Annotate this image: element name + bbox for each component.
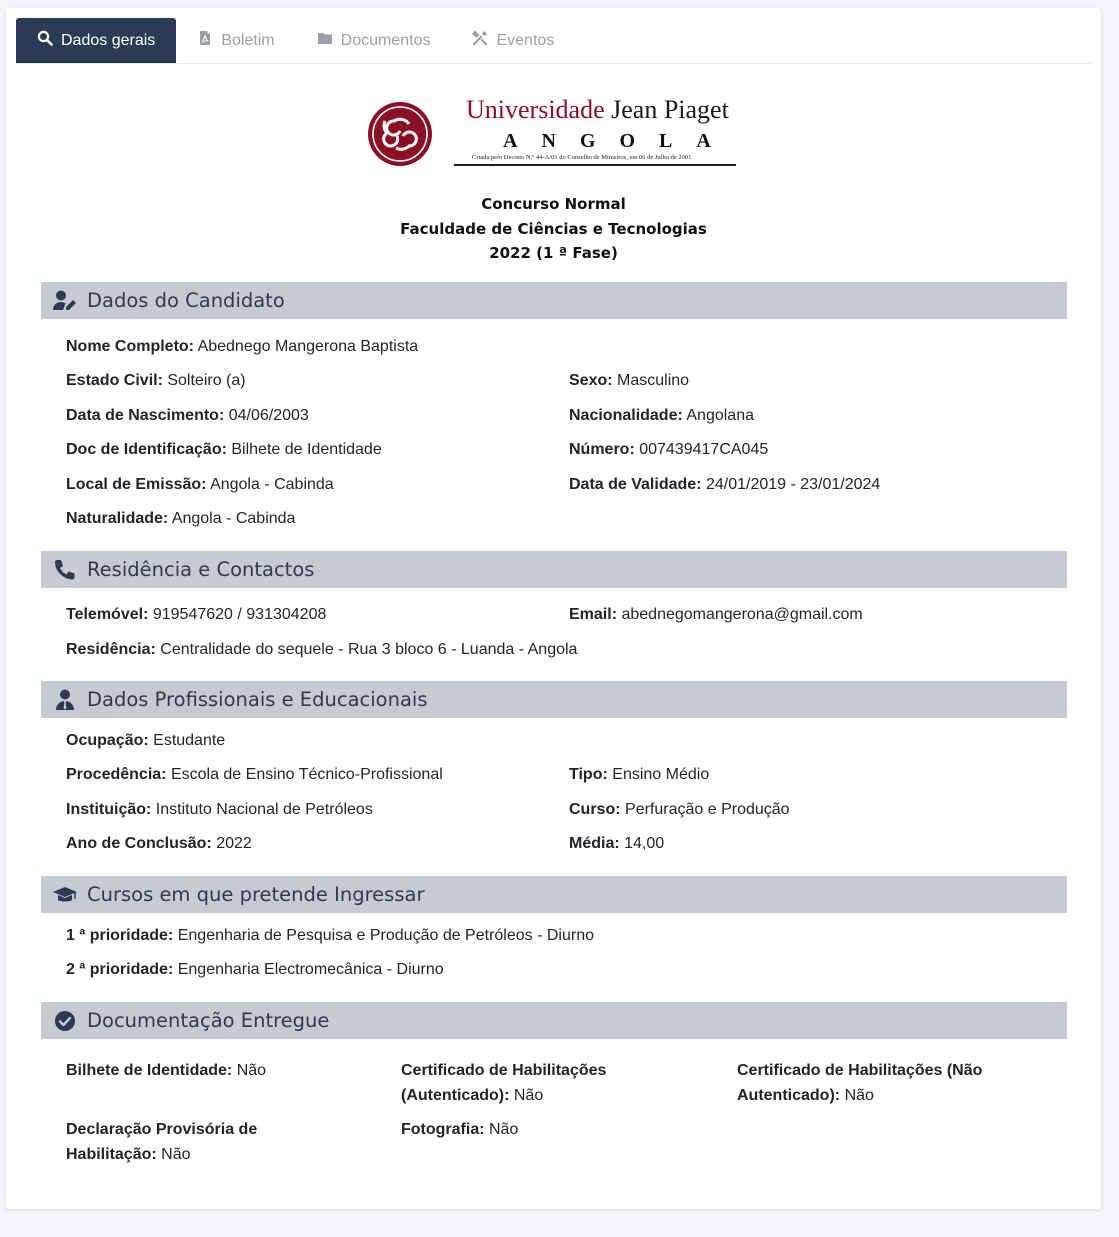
tools-icon [472, 30, 488, 51]
main-card [6, 8, 1101, 1209]
university-name: Universidade Jean Piaget [466, 95, 729, 124]
field-nome: Nome Completo: Abednego Mangerona Baptista [66, 338, 419, 355]
field-nacionalidade: Nacionalidade: Angolana [569, 407, 754, 424]
field-fotografia: Fotografia: Não [401, 1121, 519, 1138]
field-prioridade-1: 1 ª prioridade: Engenharia de Pesquisa e Produção de Petróleos - Diurno [66, 927, 594, 944]
section-title: Residência e Contactos [87, 558, 315, 581]
tab-label: Boletim [221, 31, 275, 49]
field-data-validade: Data de Validade: 24/01/2019 - 23/01/2024 [569, 476, 881, 493]
country-name: ANGOLA [503, 130, 735, 152]
field-naturalidade: Naturalidade: Angola - Cabinda [66, 510, 296, 527]
field-ocupacao: Ocupação: Estudante [66, 732, 226, 749]
tab-bar [16, 18, 1091, 64]
section-title: Dados do Candidato [87, 289, 285, 312]
folder-icon [317, 30, 333, 51]
field-bilhete: Bilhete de Identidade: Não [66, 1062, 267, 1079]
search-icon [37, 30, 53, 51]
field-residencia: Residência: Centralidade do sequele - Rua 3 bloco 6 - Luanda - Angola [66, 641, 578, 658]
pdf-file-icon [197, 30, 213, 51]
field-declaracao: Declaração Provisória de Habilitação: Não [66, 1121, 258, 1163]
field-telemovel: Telemóvel: 919547620 / 931304208 [66, 606, 327, 623]
triskele-logo-icon [367, 101, 433, 167]
phone-icon [52, 559, 78, 581]
field-local-emissao: Local de Emissão: Angola - Cabinda [66, 476, 334, 493]
section-cursos [41, 876, 1067, 913]
field-ano-conclusao: Ano de Conclusão: 2022 [66, 835, 252, 852]
field-certificado-nao-autenticado: Certificado de Habilitações (Não Autenticado): Não [737, 1062, 983, 1104]
section-title: Documentação Entregue [87, 1009, 330, 1032]
university-logo [6, 95, 1101, 173]
field-prioridade-2: 2 ª prioridade: Engenharia Electromecânica - Diurno [66, 961, 444, 978]
section-residencia-contactos [41, 551, 1067, 588]
field-sexo: Sexo: Masculino [569, 372, 690, 389]
field-doc-identificacao: Doc de Identificação: Bilhete de Identidade [66, 441, 382, 458]
field-estado-civil: Estado Civil: Solteiro (a) [66, 372, 246, 389]
graduation-cap-icon [52, 884, 78, 906]
section-dados-candidato [41, 282, 1067, 319]
field-curso: Curso: Perfuração e Produção [569, 801, 790, 818]
tab-documentos[interactable] [296, 18, 452, 63]
decree-note: Criada pelo Decreto N.º 44-A/01 do Conselho de Ministros, em 06 de Julho de 2001 [472, 154, 692, 161]
tab-dados-gerais[interactable] [16, 18, 176, 63]
section-dados-profissionais [41, 681, 1067, 718]
faculty-name: Faculdade de Ciências e Tecnologias [400, 219, 707, 238]
check-circle-icon [52, 1010, 78, 1032]
tab-label: Dados gerais [61, 31, 156, 49]
field-procedencia: Procedência: Escola de Ensino Técnico-Profissional [66, 766, 443, 783]
field-email: Email: abednegomangerona@gmail.com [569, 606, 863, 623]
contest-type: Concurso Normal [481, 195, 626, 213]
field-numero: Número: 007439417CA045 [569, 441, 769, 458]
field-tipo: Tipo: Ensino Médio [569, 766, 710, 783]
user-tie-icon [52, 689, 78, 711]
section-title: Cursos em que pretende Ingressar [87, 883, 425, 906]
field-media: Média: 14,00 [569, 835, 665, 852]
tab-boletim[interactable] [176, 18, 295, 63]
tab-label: Documentos [340, 31, 431, 49]
page-heading [6, 192, 1101, 266]
logo-underline [454, 164, 736, 166]
field-instituicao: Instituição: Instituto Nacional de Petróleos [66, 801, 373, 818]
contest-year: 2022 (1 ª Fase) [489, 244, 618, 262]
field-certificado-autenticado: Certificado de Habilitações (Autenticado): Não [401, 1062, 607, 1104]
section-documentacao [41, 1002, 1067, 1039]
tab-label: Eventos [496, 31, 555, 49]
field-nascimento: Data de Nascimento: 04/06/2003 [66, 407, 309, 424]
section-title: Dados Profissionais e Educacionais [87, 688, 428, 711]
tab-eventos[interactable] [451, 18, 575, 63]
user-edit-icon [52, 290, 78, 312]
